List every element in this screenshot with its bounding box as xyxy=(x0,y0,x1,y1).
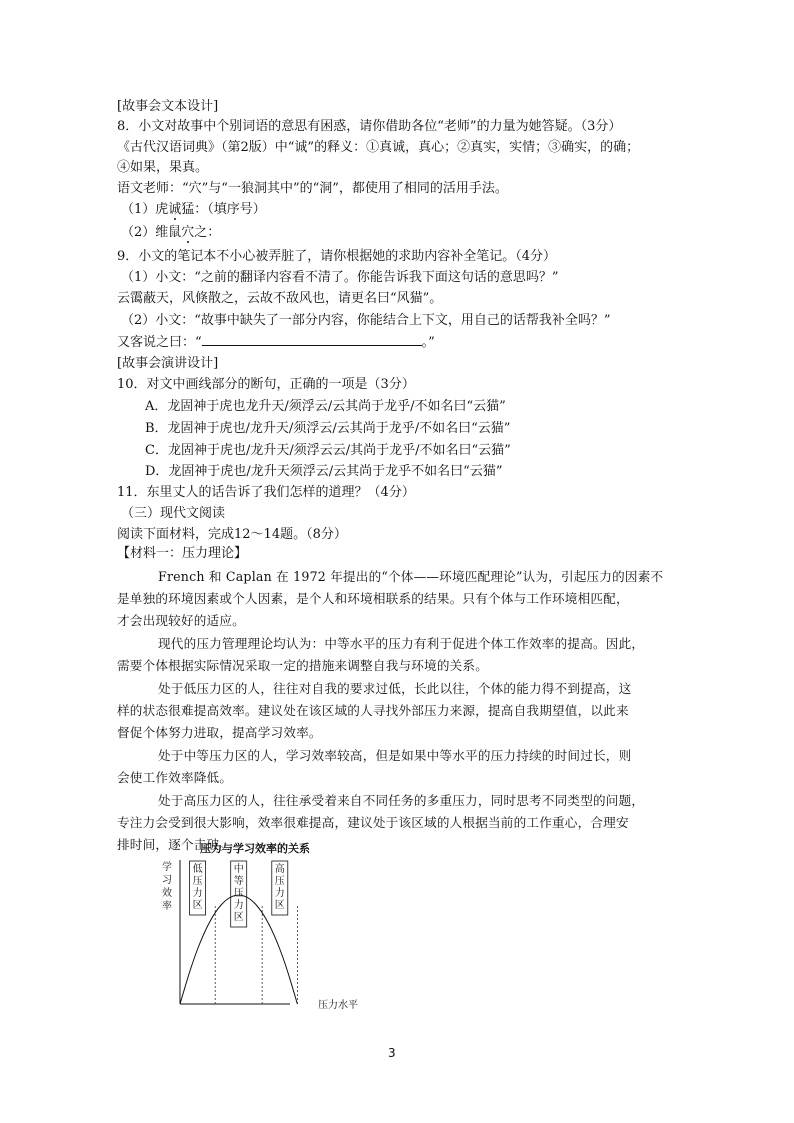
stress-efficiency-chart xyxy=(150,836,360,1016)
section-story-text: [故事会文本设计] xyxy=(117,99,219,114)
q8-sub1-prefix: （1）虎 xyxy=(121,202,169,217)
material1-line: 现代的压力管理理论均认为：中等水平的压力有利于促进个体工作效率的提高。因此， xyxy=(158,636,645,651)
material1-line: 督促个体努力进取，提高学习效率。 xyxy=(117,725,322,740)
y-axis-label xyxy=(162,860,172,912)
emphasis-char: 穴 xyxy=(181,225,195,240)
chart-title: 压力与学习效率的关系 xyxy=(200,842,310,855)
zone-label-char: 力 xyxy=(233,900,244,911)
q10-option-a: A．龙固神于虎也龙升天/须浮云/云其尚于龙乎/不如名曰“云猫” xyxy=(145,399,506,414)
q8-dict-line2: ④如果，果真。 xyxy=(117,160,209,175)
zone-label-char: 中 xyxy=(233,864,244,875)
q8-dict-line1: 《古代汉语词典》（第2版）中“诚”的释义：①真诚，真心；②真实，实情；③确实，的确； xyxy=(117,140,640,155)
q9-blank-prefix: 又客说之曰：“ xyxy=(117,335,202,350)
y-axis-label-char: 学 xyxy=(162,862,172,873)
material1-line: 是单独的环境因素或个人因素，是个人和环境相联系的结果。只有个体与工作环境相匹配， xyxy=(117,591,629,606)
x-axis-label: 压力水平 xyxy=(318,1000,358,1011)
q9-sub1: （1）小文：“之前的翻译内容看不清了。你能告诉我下面这句话的意思吗？” xyxy=(121,270,559,285)
emphasis-char: 诚 xyxy=(168,202,182,217)
q9-stem: 9．小文的笔记本不小心被弄脏了，请你根据她的求助内容补全笔记。（4分） xyxy=(117,249,557,264)
zone-label-char: 力 xyxy=(192,888,203,899)
q9-blank-line xyxy=(117,333,435,352)
q10-option-c: C．龙固神于虎也/龙升天/须浮云云/其尚于龙乎/不如名曰“云猫” xyxy=(145,443,511,458)
zone-label-char: 高 xyxy=(274,864,285,875)
q9-sub2: （2）小文：“故事中缺失了一部分内容，你能结合上下文，用自己的话帮我补全吗？” xyxy=(121,313,611,328)
q10-option-d: D．龙固神于虎也/龙升天须浮云/云其尚于龙乎不如名曰“云猫” xyxy=(145,464,503,479)
q11-stem: 11．东里丈人的话告诉了我们怎样的道理？（4分） xyxy=(117,485,415,500)
q9-sentence: 云霭蔽天，风倏散之，云故不敌风也，请更名曰“风猫”。 xyxy=(117,291,443,306)
material1-line: 处于高压力区的人，往往承受着来自不同任务的多重压力，同时思考不同类型的问题， xyxy=(158,793,645,808)
y-axis-label-char: 习 xyxy=(162,875,172,886)
page-number: 3 xyxy=(388,1046,396,1060)
zone-label-char: 压 xyxy=(274,876,285,887)
q10-option-b: B．龙固神于虎也/龙升天/须浮云/云其尚于龙乎/不如名曰“云猫” xyxy=(145,421,511,436)
material1-line: 处于中等压力区的人，学习效率较高，但是如果中等水平的压力持续的时间过长，则 xyxy=(158,748,632,763)
y-axis-label-char: 效 xyxy=(162,888,172,899)
material1-line: 专注力会受到很大影响，效率很难提高，建议处于该区域的人根据当前的工作重心，合理安 xyxy=(117,815,629,830)
q8-sub1 xyxy=(121,200,266,219)
zone-label xyxy=(234,862,244,923)
q8-stem: 8．小文对故事中个别词语的意思有困惑，请你借助各位“老师”的力量为她答疑。（3分） xyxy=(117,119,622,134)
q8-teacher: 语文老师：“穴”与“一狼洞其中”的“洞”，都使用了相同的活用手法。 xyxy=(117,181,508,196)
zone-label-char: 压 xyxy=(192,876,203,887)
material1-line: 需要个体根据实际情况采取一定的措施来调整自我与环境的关系。 xyxy=(117,658,489,673)
material1-line: 处于低压力区的人，往往对自我的要求过低，长此以往，个体的能力得不到提高，这 xyxy=(158,681,632,696)
q8-sub2 xyxy=(121,223,220,242)
q10-stem: 10．对文中画线部分的断句，正确的一项是（3分） xyxy=(117,377,415,392)
material1-line: 才会出现较好的适应。 xyxy=(117,613,245,628)
zone-label-char: 等 xyxy=(233,876,244,887)
material1-line: 样的状态很难提高效率。建议处在该区域的人寻找外部压力来源，提高自我期望值，以此来 xyxy=(117,703,629,718)
zone-label-char: 区 xyxy=(233,912,244,923)
q9-blank-suffix: 。” xyxy=(421,335,435,350)
section-story-speech: [故事会演讲设计] xyxy=(117,356,219,371)
y-axis-label-char: 率 xyxy=(162,901,172,912)
material1-line: 排时间，逐个击破。 xyxy=(117,837,233,852)
zone-label xyxy=(275,862,285,911)
answer-blank[interactable] xyxy=(202,333,422,346)
zone-label-char: 压 xyxy=(233,888,244,899)
q8-sub2-suffix: 之： xyxy=(194,225,221,240)
q8-sub2-prefix: （2）维鼠 xyxy=(121,225,182,240)
part3-instruction: 阅读下面材料，完成12～14题。（8分） xyxy=(117,527,347,542)
material1-title: 【材料一：压力理论】 xyxy=(117,546,248,561)
material1-line: 会使工作效率降低。 xyxy=(117,770,233,785)
material1-line: French 和 Caplan 在 1972 年提出的“个体——环境匹配理论”认为，引起压力的因素不 xyxy=(158,569,664,584)
zone-label-char: 低 xyxy=(192,864,203,875)
zone-label-char: 区 xyxy=(274,900,285,911)
part3-title: （三）现代文阅读 xyxy=(121,506,226,521)
zone-label-char: 力 xyxy=(274,888,285,899)
zone-label-char: 区 xyxy=(192,900,203,911)
q8-sub1-suffix: 猛：（填序号） xyxy=(181,202,266,217)
